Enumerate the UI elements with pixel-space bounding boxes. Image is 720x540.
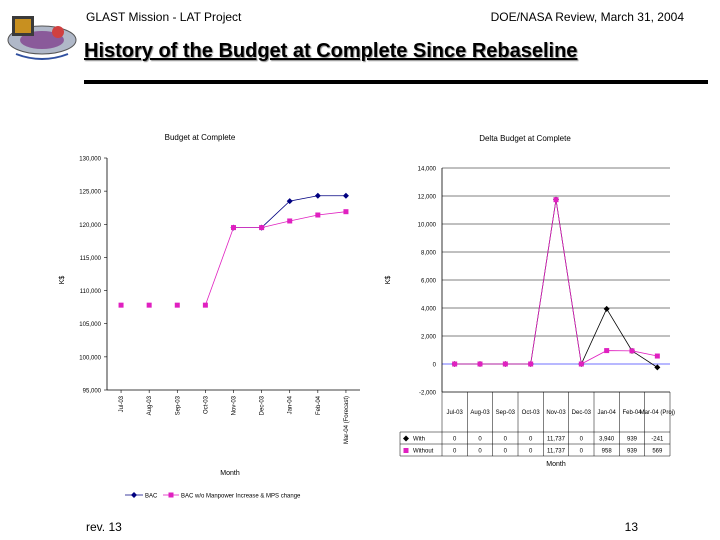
point-diamond bbox=[315, 193, 321, 199]
point-diamond bbox=[604, 306, 610, 312]
y-tick-label: 120,000 bbox=[79, 222, 101, 229]
header-review-date: DOE/NASA Review, March 31, 2004 bbox=[490, 10, 684, 24]
point-square bbox=[259, 225, 264, 230]
bac-chart bbox=[55, 120, 365, 505]
chart-title: Delta Budget at Complete bbox=[479, 134, 571, 143]
point-square bbox=[119, 303, 124, 308]
y-axis-label: K$ bbox=[59, 275, 66, 285]
point-square bbox=[203, 303, 208, 308]
table-cell: 0 bbox=[579, 448, 584, 455]
point-square bbox=[478, 362, 483, 367]
x-tick-label: Feb-04 bbox=[622, 410, 642, 416]
delta-bac-chart bbox=[380, 120, 680, 475]
series-line-square bbox=[205, 212, 346, 305]
x-tick-label: Jul-03 bbox=[446, 410, 463, 416]
y-tick-label: 115,000 bbox=[79, 255, 101, 262]
table-series-name: With bbox=[413, 436, 425, 443]
point-square bbox=[554, 197, 559, 202]
table-series-name: Without bbox=[413, 448, 434, 455]
x-tick-label: Nov-03 bbox=[546, 410, 566, 416]
legend-label-dac: BAC w/o Manpower Increase & MPS change bbox=[181, 493, 301, 500]
y-tick-label: 95,000 bbox=[82, 388, 101, 395]
point-square bbox=[630, 348, 635, 353]
table-cell: 11,737 bbox=[547, 436, 565, 443]
table-cell: 0 bbox=[503, 436, 508, 443]
table-cell: 0 bbox=[528, 448, 533, 455]
table-key-diamond bbox=[403, 436, 409, 442]
table-cell: 0 bbox=[579, 436, 584, 443]
point-square bbox=[147, 303, 152, 308]
legend-label-bac: BAC bbox=[145, 493, 158, 500]
x-tick-label: Mar-04 (Forecast) bbox=[343, 396, 350, 445]
table-cell: 0 bbox=[452, 448, 457, 455]
y-tick-label: 110,000 bbox=[79, 289, 101, 296]
page-title: History of the Budget at Complete Since Rebaseline bbox=[84, 40, 578, 62]
point-square bbox=[231, 225, 236, 230]
page-number: 13 bbox=[624, 520, 638, 534]
legend-marker-dac bbox=[169, 493, 174, 498]
series-line-square bbox=[455, 200, 658, 364]
x-tick-label: Feb-04 bbox=[315, 396, 322, 416]
point-square bbox=[579, 362, 584, 367]
x-tick-label: Nov-03 bbox=[231, 396, 238, 416]
table-key-square bbox=[404, 448, 409, 453]
x-tick-label: Oct-03 bbox=[203, 396, 210, 415]
point-diamond bbox=[343, 193, 349, 199]
x-axis-label: Month bbox=[220, 470, 240, 477]
x-tick-label: Sep-03 bbox=[175, 396, 182, 416]
x-axis-label: Month bbox=[546, 461, 566, 468]
table-cell: 11,737 bbox=[547, 448, 565, 455]
point-square bbox=[503, 362, 508, 367]
y-tick-label: 4,000 bbox=[420, 306, 436, 313]
point-square bbox=[287, 218, 292, 223]
title-rule bbox=[84, 80, 708, 84]
y-tick-label: 8,000 bbox=[420, 250, 436, 257]
x-tick-label: Sep-03 bbox=[495, 410, 516, 416]
table-cell: 0 bbox=[478, 448, 482, 455]
y-tick-label: -2,000 bbox=[418, 390, 436, 397]
y-tick-label: 12,000 bbox=[417, 194, 436, 201]
y-tick-label: 14,000 bbox=[417, 166, 436, 173]
x-tick-label: Aug-03 bbox=[147, 396, 154, 416]
table-cell: 939 bbox=[626, 448, 638, 455]
table-cell: 3,940 bbox=[599, 436, 615, 443]
table-cell: 0 bbox=[452, 436, 457, 443]
legend-marker-bac bbox=[131, 492, 137, 498]
point-square bbox=[343, 209, 348, 214]
point-square bbox=[175, 303, 180, 308]
table-cell: 958 bbox=[601, 448, 612, 455]
table-cell: 939 bbox=[626, 436, 638, 443]
y-tick-label: 130,000 bbox=[79, 156, 101, 163]
table-cell: 0 bbox=[528, 436, 533, 443]
table-cell: 0 bbox=[478, 436, 482, 443]
x-tick-label: Jan-04 bbox=[597, 410, 616, 416]
y-axis-label: K$ bbox=[385, 275, 392, 285]
y-tick-label: 0 bbox=[432, 362, 436, 369]
y-tick-label: 6,000 bbox=[420, 278, 436, 285]
x-tick-label: Jan-04 bbox=[287, 396, 294, 415]
x-tick-label: Dec-03 bbox=[259, 396, 266, 416]
y-tick-label: 105,000 bbox=[79, 322, 101, 329]
point-square bbox=[655, 354, 660, 359]
y-tick-label: 2,000 bbox=[420, 334, 436, 341]
glast-logo bbox=[6, 10, 78, 66]
chart-title: Budget at Complete bbox=[164, 133, 236, 142]
revision-label: rev. 13 bbox=[86, 520, 122, 534]
x-tick-label: Dec-03 bbox=[571, 410, 592, 416]
y-tick-label: 125,000 bbox=[79, 189, 101, 196]
point-diamond bbox=[654, 364, 660, 370]
series-line-diamond bbox=[455, 200, 658, 368]
header-project: GLAST Mission - LAT Project bbox=[86, 10, 242, 24]
x-tick-label: Aug-03 bbox=[470, 410, 490, 416]
y-tick-label: 10,000 bbox=[417, 222, 436, 229]
point-square bbox=[528, 362, 533, 367]
table-cell: 569 bbox=[652, 448, 663, 455]
point-square bbox=[452, 362, 457, 367]
x-tick-label: Mar-04 (Proj) bbox=[639, 410, 676, 416]
point-square bbox=[315, 213, 320, 218]
point-square bbox=[604, 348, 609, 353]
x-tick-label: Jul-03 bbox=[119, 396, 126, 413]
table-cell: 0 bbox=[503, 448, 508, 455]
y-tick-label: 100,000 bbox=[79, 355, 101, 362]
table-cell: -241 bbox=[651, 436, 664, 443]
x-tick-label: Oct-03 bbox=[521, 410, 540, 416]
